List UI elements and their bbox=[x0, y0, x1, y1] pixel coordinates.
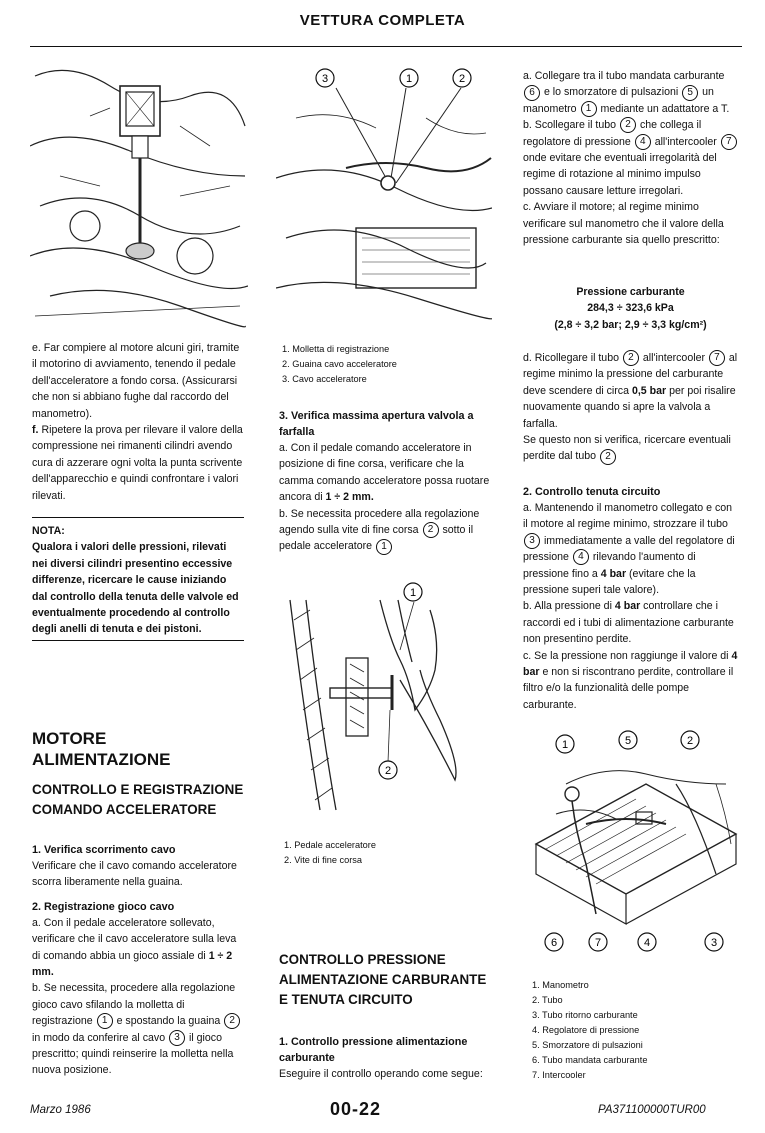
item3-b-2: sotto il pedale acceleratore bbox=[279, 524, 474, 553]
item3-title: 3. Verifica massima apertura valvola a farfalla bbox=[279, 410, 474, 438]
ref-circle-4b: 4 bbox=[573, 549, 589, 565]
item2-b-1: b. Se necessita, procedere alla regolazione gioco cavo sfilando la molletta di registrazione bbox=[32, 982, 236, 1028]
item3-a: a. Con il pedale comando acceleratore in posizione di fine corsa, verificare che la camma comando acceleratore possa ruotare ancora di bbox=[279, 442, 490, 504]
legend4-item-1: 1. Manometro bbox=[532, 980, 589, 990]
s2a-3: rilevando l'aumento di pressione fino a bbox=[523, 551, 696, 580]
legend3-item-1: 1. Pedale acceleratore bbox=[284, 840, 376, 850]
s2a-4: (evitare che la pressione superi tale valore). bbox=[523, 567, 696, 597]
item1-title: 1. Verifica scorrimento cavo bbox=[32, 844, 176, 856]
nota-label: NOTA: bbox=[32, 525, 65, 537]
item2-b-3: in modo da conferire al cavo bbox=[32, 1031, 166, 1044]
s2a-1: a. Mantenendo il manometro collegato e con il motore al regime minimo, strozzare il tubo bbox=[523, 502, 733, 531]
c3-b-2: che collega il regolatore di pressione bbox=[523, 119, 702, 148]
pressure-title: Pressione carburante bbox=[576, 286, 685, 298]
legend4-item-2: 2. Tubo bbox=[532, 995, 563, 1005]
footer-page-number: 00-22 bbox=[330, 1099, 382, 1119]
col1-text bbox=[32, 340, 244, 504]
fuel-callout-2-label: 2 bbox=[686, 735, 694, 747]
item3-a-value: 1 ÷ 2 mm. bbox=[325, 491, 374, 504]
fuel-callout-7-label: 7 bbox=[594, 937, 602, 949]
s2a-value: 4 bar bbox=[600, 567, 627, 580]
sub1-text: Eseguire il controllo operando come segue: bbox=[279, 1068, 483, 1080]
nota-rule-top bbox=[32, 517, 244, 518]
ref-circle-5: 5 bbox=[682, 85, 698, 101]
s2a-2: immediatamente a valle del regolatore di pressione bbox=[523, 534, 735, 564]
fuel-callout-1-label: 1 bbox=[561, 739, 569, 751]
legend2-item-2: 2. Guaina cavo acceleratore bbox=[282, 359, 397, 369]
item2-title: 2. Registrazione gioco cavo bbox=[32, 900, 175, 913]
pedal-callout-2-label: 2 bbox=[384, 765, 392, 777]
legend4-item-4: 4. Regolatore di pressione bbox=[532, 1025, 640, 1035]
col2-sub1 bbox=[279, 1034, 491, 1082]
col3-text-top bbox=[523, 68, 738, 248]
c3-a-4: mediante un adattatore a T. bbox=[600, 102, 730, 115]
pressure-spec bbox=[523, 284, 738, 333]
ref-circle-7: 7 bbox=[721, 134, 737, 150]
s2b-1: b. Alla pressione di bbox=[523, 600, 612, 613]
item1-text: Verificare che il cavo comando acceleratore scorra liberamente nella guaina. bbox=[32, 860, 237, 889]
legend4-item-5: 5. Smorzatore di pulsazioni bbox=[532, 1040, 643, 1050]
legend2-item-1: 1. Molletta di registrazione bbox=[282, 344, 390, 354]
legend4-item-7: 7. Intercooler bbox=[532, 1070, 586, 1080]
col3-sub2 bbox=[523, 484, 738, 713]
sub2-title: 2. Controllo tenuta circuito bbox=[523, 486, 661, 498]
c3-b-3: all'intercooler bbox=[654, 135, 717, 148]
c3-d-value: 0,5 bar bbox=[631, 384, 667, 397]
fuel-callout-4-label: 4 bbox=[643, 937, 651, 949]
legend2-item-3: 3. Cavo acceleratore bbox=[282, 374, 367, 384]
item2-a-value: 1 ÷ 2 mm. bbox=[32, 949, 233, 979]
item3-b-1: b. Se necessita procedere alla regolazione agendo sulla vite di fine corsa bbox=[279, 507, 480, 537]
c3-c: c. Avviare il motore; al regime minimo verificare sul manometro che il valore della pressione carburante sia quello prescritto: bbox=[523, 201, 724, 247]
c3-a-1: a. Collegare tra il tubo mandata carburante bbox=[523, 70, 725, 82]
ref-circle-1c: 1 bbox=[581, 101, 597, 117]
sub1-title: 1. Controllo pressione alimentazione carburante bbox=[279, 1036, 468, 1064]
c3-b-1: b. Scollegare il tubo bbox=[523, 119, 617, 132]
col1-items bbox=[32, 842, 244, 1079]
fuel-callout-3-label: 3 bbox=[710, 937, 718, 949]
col3-text-d bbox=[523, 350, 738, 465]
nota-box bbox=[32, 523, 244, 638]
item2-a: a. Con il pedale acceleratore sollevato, verificare che il cavo acceleratore sulla leva di comando abbia un gioco assiale di bbox=[32, 916, 237, 962]
fuel-callout-6-label: 6 bbox=[550, 937, 558, 949]
c3-a-3: un manometro bbox=[523, 86, 714, 115]
c3-b-4: onde evitare che eventuali irregolarità del regime di rotazione al minimo impulso possano causare letture irregolari. bbox=[523, 152, 717, 197]
c3-a-2: e lo smorzatore di pulsazioni bbox=[543, 86, 679, 99]
page-header-title: VETTURA COMPLETA bbox=[299, 12, 466, 29]
legend4-item-6: 6. Tubo mandata carburante bbox=[532, 1055, 648, 1065]
callout-3-label: 3 bbox=[321, 73, 329, 85]
ref-circle-1b: 1 bbox=[376, 539, 392, 555]
ref-circle-2d: 2 bbox=[623, 350, 639, 366]
ref-circle-3: 3 bbox=[169, 1030, 185, 1046]
legend-figure-3 bbox=[284, 838, 484, 868]
section-motore-alimentazione: MOTORE ALIMENTAZIONE bbox=[32, 729, 171, 769]
figure-accelerator-pedal bbox=[280, 580, 480, 830]
s2c-2: e non si riscontrano perdite, controllare il filtro e/o la funzionalità delle pompe carburante. bbox=[523, 666, 734, 711]
col2-item3 bbox=[279, 408, 491, 555]
para-f-label: f. bbox=[32, 424, 39, 437]
ref-circle-3b: 3 bbox=[524, 533, 540, 549]
para-f: Ripetere la prova per rilevare il valore della compressione nei rimanenti cilindri avendo cura di azzerare ogni volta la punta scrivente dell'apparecchio e quindi confrontare i valori rilevati. bbox=[32, 424, 243, 502]
c3-d-2: all'intercooler bbox=[642, 352, 705, 364]
legend3-item-2: 2. Vite di fine corsa bbox=[284, 855, 362, 865]
c3-d-5: Se questo non si verifica, ricercare eventuali perdite dal tubo bbox=[523, 434, 731, 463]
s2c-value: 4 bar bbox=[523, 649, 738, 679]
section-controllo-pressione: CONTROLLO PRESSIONE ALIMENTAZIONE CARBURANTE E TENUTA CIRCUITO bbox=[279, 952, 487, 1007]
figure-fuel-circuit bbox=[526, 724, 740, 960]
callout-1-label: 1 bbox=[405, 73, 413, 85]
ref-circle-2: 2 bbox=[224, 1013, 240, 1029]
c3-d-4: per poi risalire nuovamente quando si apre la valvola a farfalla. bbox=[523, 384, 736, 430]
ref-circle-4: 4 bbox=[635, 134, 651, 150]
nota-text: Qualora i valori delle pressioni, rilevati nei diversi cilindri presentino eccessive differenze, ricercare le cause iniziando dal controllo della tenuta delle valvole ed eventualmente procedendo al controllo degli anelli di tenuta e dei pistoni. bbox=[32, 541, 239, 636]
ref-circle-6: 6 bbox=[524, 85, 540, 101]
fuel-callout-5-label: 5 bbox=[624, 735, 632, 747]
ref-circle-2b: 2 bbox=[423, 522, 439, 538]
ref-circle-2e: 2 bbox=[600, 449, 616, 465]
callout-2-label: 2 bbox=[458, 73, 466, 85]
legend4-item-3: 3. Tubo ritorno carburante bbox=[532, 1010, 638, 1020]
c3-d-3: al regime minimo la pressione del carburante deve scendere di circa bbox=[523, 352, 738, 397]
item2-b-4: il gioco prescritto; quindi reinserire la molletta nella nuova posizione. bbox=[32, 1031, 234, 1077]
figure-compression-gauge bbox=[30, 56, 248, 332]
legend-figure-4 bbox=[532, 978, 732, 1083]
s2c-1: c. Se la pressione non raggiunge il valore di bbox=[523, 649, 729, 662]
para-e: e. Far compiere al motore alcuni giri, tramite il motorino di avviamento, tenendo il pedale dell'acceleratore a fondo corsa. (Assicurarsi che non si abbiano fughe dal raccordo del manometro). bbox=[32, 342, 240, 420]
pedal-callout-1-label: 1 bbox=[409, 587, 417, 599]
figure-accelerator-cable bbox=[276, 58, 492, 332]
ref-circle-2c: 2 bbox=[620, 117, 636, 133]
nota-rule-bottom bbox=[32, 640, 244, 641]
footer-code: PA371100000TUR00 bbox=[598, 1104, 706, 1116]
pressure-line-2: (2,8 ÷ 3,2 bar; 2,9 ÷ 3,3 kg/cm²) bbox=[554, 318, 707, 331]
c3-d-1: d. Ricollegare il tubo bbox=[523, 352, 619, 364]
s2b-2: controllare che i raccordi ed i tubi di alimentazione carburante non presentino perdite. bbox=[523, 600, 734, 646]
subsection-controllo-registrazione: CONTROLLO E REGISTRAZIONE COMANDO ACCELERATORE bbox=[32, 782, 244, 817]
item2-b-2: e spostando la guaina bbox=[116, 1015, 221, 1028]
pressure-line-1: 284,3 ÷ 323,6 kPa bbox=[587, 302, 674, 315]
ref-circle-1: 1 bbox=[97, 1013, 113, 1029]
s2b-value: 4 bar bbox=[614, 600, 641, 613]
footer-date: Marzo 1986 bbox=[30, 1104, 91, 1116]
ref-circle-7b: 7 bbox=[709, 350, 725, 366]
legend-figure-2 bbox=[282, 342, 482, 387]
header-rule bbox=[30, 46, 742, 47]
